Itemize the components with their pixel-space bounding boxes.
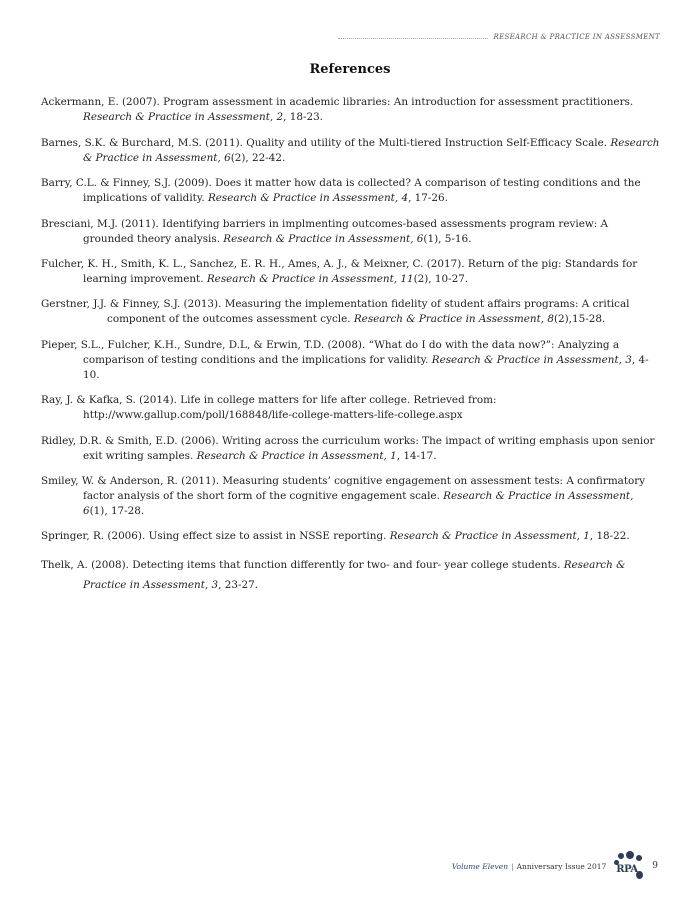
reference-entry: Barnes, S.K. & Burchard, M.S. (2011). Quality and utility of the Multi-tiered Instruction Self-Efficacy Scale. Research & Practice in Assessment, 6(2), 22-42. [41,136,660,164]
reference-entry: Gerstner, J.J. & Finney, S.J. (2013). Measuring the implementation fidelity of student affairs programs: A critical component of the outcomes assessment cycle. Research & Practice in Assessment, 8(2),15-28. [41,298,630,326]
reference-entry: Ridley, D.R. & Smith, E.D. (2006). Writing across the curriculum works: The impact of writing emphasis upon senior exit writing samples. Research & Practice in Assessment, 1, 14-17. [41,434,655,462]
running-head [338,33,660,41]
reference-list [41,85,661,599]
rpa-logo-icon [612,851,646,881]
volume-label: Volume Eleven [451,861,509,871]
reference-entry: Pieper, S.L., Fulcher, K.H., Sundre, D.L, & Erwin, T.D. (2008). “What do I do with the data now?”: Analyzing a comparison of testing conditions and the implications for validity. Research & Practice in Assessment, 3, 4-10. [41,338,649,381]
reference-entry: Ackermann, E. (2007). Program assessment in academic libraries: An introduction for assessment practitioners. Research & Practice in Assessment, 2, 18-23. [41,96,634,124]
running-head-text: RESEARCH & PRACTICE IN ASSESSMENT [493,33,660,41]
reference-entry: Fulcher, K. H., Smith, K. L., Sanchez, E. R. H., Ames, A. J., & Meixner, C. (2017). Return of the pig: Standards for learning improvement. Research & Practice in Assessment, 11(2), 10-27. [41,257,638,285]
logo-text: RPA [616,864,638,875]
reference-entry: Barry, C.L. & Finney, S.J. (2009). Does it matter how data is collected? A comparison of testing conditions and the implications of validity. Research & Practice in Assessment, 4, 17-26. [41,177,641,205]
reference-entry: Smiley, W. & Anderson, R. (2011). Measuring students’ cognitive engagement on assessment tests: A confirmatory factor analysis of the short form of the cognitive engagement scale. Research & Practice in Assessment, 6(1), 17-28. [41,474,646,517]
reference-entry: Bresciani, M.J. (2011). Identifying barriers in implmenting outcomes-based assessments program review: A grounded theory analysis. Research & Practice in Assessment, 6(1), 5-16. [41,217,609,245]
references-heading: References [309,62,391,77]
page-footer [452,851,658,881]
dotted-rule [338,38,488,39]
reference-entry: Ray, J. & Kafka, S. (2014). Life in college matters for life after college. Retrieved from: http://www.gallup.com/poll/168848/life-college-matters-life-college.aspx [41,394,497,422]
issue-label: Anniversary Issue 2017 [516,861,607,871]
page-number: 9 [652,861,658,871]
footer-separator: | [511,861,514,871]
reference-entry: Thelk, A. (2008). Detecting items that function differently for two- and four- year college students. Research & Practice in Assessment, 3, 23-27. [41,558,626,591]
reference-entry: Springer, R. (2006). Using effect size to assist in NSSE reporting. Research & Practice in Assessment, 1, 18-22. [41,530,630,543]
